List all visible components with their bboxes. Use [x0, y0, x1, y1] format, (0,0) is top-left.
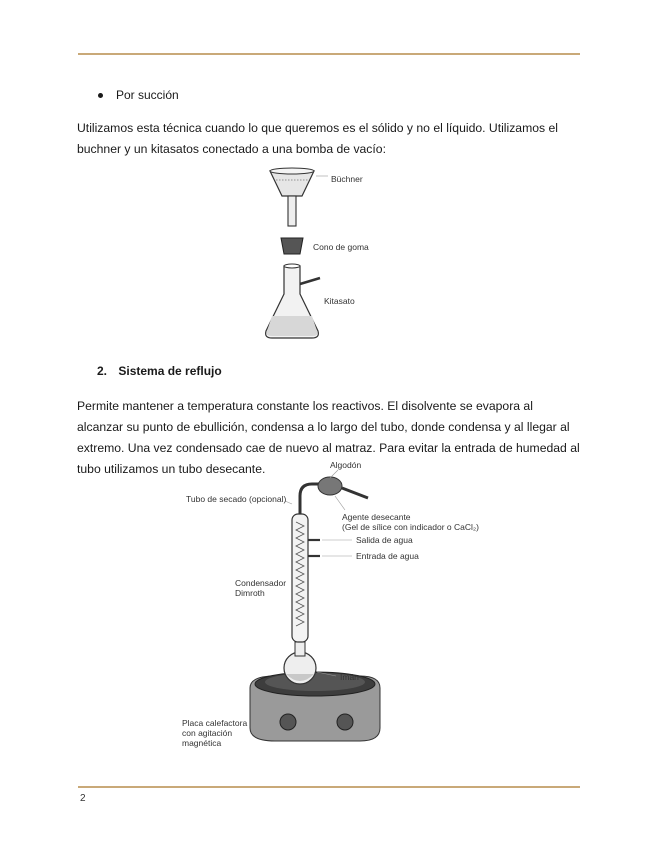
label-agente-desecante-detalle: (Gel de sílice con indicador o CaCl₂)	[342, 522, 479, 532]
label-entrada-agua: Entrada de agua	[356, 551, 419, 561]
hot-plate-icon	[250, 672, 380, 741]
reflux-apparatus-figure	[180, 456, 480, 756]
section-heading	[97, 364, 222, 378]
buchner-funnel-icon	[270, 168, 314, 226]
kitasato-flask-icon	[266, 264, 320, 338]
label-condensador: Condensador	[235, 578, 287, 588]
bullet-item	[98, 88, 179, 102]
drying-tube-icon	[300, 477, 368, 514]
label-buchner: Büchner	[331, 174, 363, 184]
label-iman: Imán	[340, 672, 359, 682]
header-rule	[78, 53, 580, 55]
dimroth-condenser-icon	[292, 514, 320, 642]
buchner-kitasato-figure	[262, 166, 392, 346]
label-salida-agua: Salida de agua	[356, 535, 413, 545]
paragraph-succion: Utilizamos esta técnica cuando lo que queremos es el sólido y no el líquido. Utilizamos el buchner y un kitasatos conectado a una bomba de vacío:	[77, 121, 558, 156]
label-agente-desecante: Agente desecante	[342, 512, 411, 522]
label-kitasato: Kitasato	[324, 296, 355, 306]
label-tubo-secado: Tubo de secado (opcional)	[186, 494, 287, 504]
round-flask-icon	[284, 642, 316, 684]
section-title: Sistema de reflujo	[118, 364, 222, 378]
label-placa-magnetica: magnética	[182, 738, 222, 748]
label-algodon: Algodón	[330, 460, 362, 470]
bullet-icon	[98, 93, 103, 98]
label-placa-agitacion: con agitación	[182, 728, 233, 738]
bullet-text: Por succión	[116, 88, 179, 102]
paragraph-reflujo: Permite mantener a temperatura constante los reactivos. El disolvente se evapora al alcanzar su punto de ebullición, condensa a lo largo del tubo, donde condensa y al llegar al extremo. Una vez condensado cae de nuevo al matraz. Para evitar la entrada de humedad al tubo utilizamos un tubo desecante.	[77, 399, 580, 476]
footer-rule	[78, 786, 580, 788]
label-dimroth: Dimroth	[235, 588, 265, 598]
section-number: 2.	[97, 364, 108, 378]
label-placa-calefactora: Placa calefactora	[182, 718, 248, 728]
label-cono-goma: Cono de goma	[313, 242, 369, 252]
cono-goma-icon	[281, 238, 303, 254]
page-number: 2	[80, 793, 86, 804]
